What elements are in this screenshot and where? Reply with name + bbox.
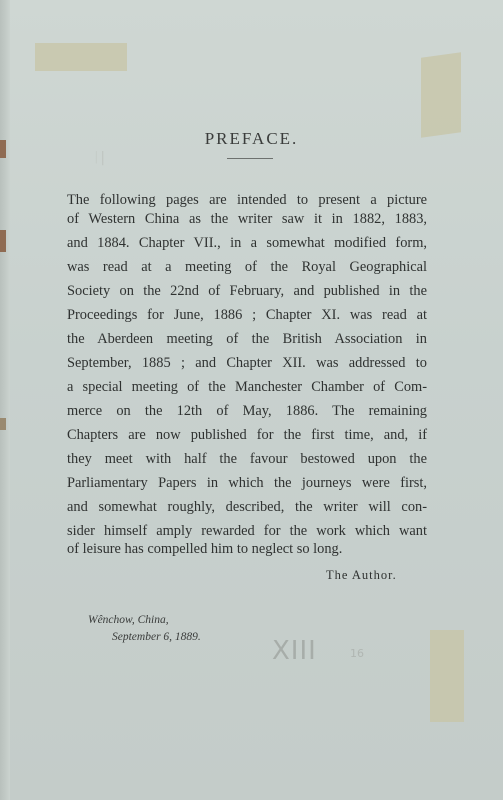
paragraph-line: Society on the 22nd of February, and published in the xyxy=(67,283,427,299)
tape-stain-bottom-right xyxy=(430,630,464,722)
page-edge xyxy=(0,0,10,800)
binding-mark-lower xyxy=(0,418,6,430)
paragraph-line: Chapters are now published for the first time, and, if xyxy=(67,427,427,443)
paragraph-line: was read at a meeting of the Royal Geographical xyxy=(67,259,427,275)
heading-rule xyxy=(227,158,273,159)
paragraph-line: of Western China as the writer saw it in 1882, 1883, xyxy=(67,211,427,227)
tape-stain-top-left xyxy=(35,43,127,71)
author-signature: The Author. xyxy=(326,568,397,582)
binding-mark-middle xyxy=(0,230,6,252)
paragraph-line: they meet with half the favour bestowed upon the xyxy=(67,451,427,467)
place-line: Wênchow, China, xyxy=(88,614,169,626)
paragraph-line: September, 1885 ; and Chapter XII. was addressed to xyxy=(67,355,427,371)
pencil-annotation-suffix: 16 xyxy=(350,647,364,660)
paragraph-line: sider himself amply rewarded for the work which want xyxy=(67,523,427,539)
paragraph-line: of leisure has compelled him to neglect so long. xyxy=(67,541,343,557)
tape-stain-top-right xyxy=(421,52,461,138)
preface-heading: PREFACE. xyxy=(204,129,299,148)
pencil-mark-top: ᛁ| xyxy=(92,150,106,166)
paragraph-line: merce on the 12th of May, 1886. The remaining xyxy=(67,403,427,419)
paragraph-line: the Aberdeen meeting of the British Association in xyxy=(67,331,427,347)
paragraph-line: and somewhat roughly, described, the writer will con- xyxy=(67,499,427,515)
pencil-annotation: XIII xyxy=(272,636,317,666)
paragraph-line: Proceedings for June, 1886 ; Chapter XI. was read at xyxy=(67,307,427,323)
paragraph-line: a special meeting of the Manchester Chamber of Com- xyxy=(67,379,427,395)
date-line: September 6, 1889. xyxy=(112,631,201,643)
paragraph-line: The following pages are intended to present a picture xyxy=(67,192,427,208)
paragraph-line: and 1884. Chapter VII., in a somewhat modified form, xyxy=(67,235,427,251)
paragraph-line: Parliamentary Papers in which the journeys were first, xyxy=(67,475,427,491)
